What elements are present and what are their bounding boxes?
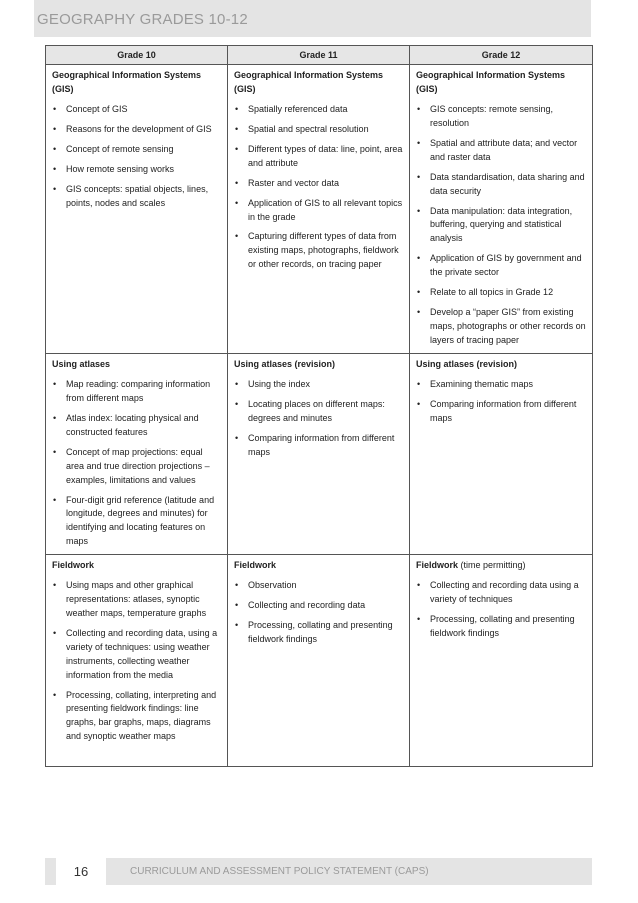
- list-item: • Concept of GIS: [52, 103, 221, 117]
- bullet-list: [52, 378, 221, 549]
- bullet-list: [416, 103, 586, 348]
- list-item: • Different types of data: line, point, area and attribute: [234, 143, 403, 171]
- curriculum-table: [45, 45, 593, 767]
- column-header-grade-10: Grade 10: [46, 46, 228, 65]
- section-title-text: Geographical Information Systems (GIS): [52, 70, 202, 94]
- table-cell: [410, 65, 593, 354]
- table-row: [46, 65, 593, 354]
- list-item: • Develop a “paper GIS” from existing maps, photographs or other records on layers of tracing paper: [416, 306, 586, 348]
- column-header-grade-11: Grade 11: [228, 46, 410, 65]
- section-title: [52, 358, 221, 372]
- bullet-list: [416, 579, 586, 641]
- list-item: • Map reading: comparing information from different maps: [52, 378, 221, 406]
- list-item: • Spatial and attribute data; and vector and raster data: [416, 137, 586, 165]
- table-cell: [46, 555, 228, 767]
- section-title: [234, 358, 403, 372]
- section-title-text: Fieldwork: [234, 560, 277, 570]
- bullet-list: [416, 378, 586, 426]
- table-cell: [410, 555, 593, 767]
- bullet-list: [52, 579, 221, 744]
- section-title: [234, 69, 403, 97]
- section-title: [416, 358, 586, 372]
- list-item: • Application of GIS by government and the private sector: [416, 252, 586, 280]
- list-item: • Reasons for the development of GIS: [52, 123, 221, 137]
- section-title-text: Using atlases (revision): [234, 359, 336, 369]
- page-header-title: GEOGRAPHY GRADES 10-12: [37, 11, 248, 28]
- list-item: • How remote sensing works: [52, 163, 221, 177]
- list-item: • Processing, collating and presenting fieldwork findings: [416, 613, 586, 641]
- section-title: [416, 559, 586, 573]
- section-title-note: (time permitting): [458, 560, 526, 570]
- list-item: • Using the index: [234, 378, 403, 392]
- list-item: • Examining thematic maps: [416, 378, 586, 392]
- table-cell: [228, 354, 410, 555]
- page-number: 16: [56, 858, 106, 885]
- list-item: • Comparing information from different maps: [416, 398, 586, 426]
- column-header-grade-12: Grade 12: [410, 46, 593, 65]
- list-item: • GIS concepts: spatial objects, lines, points, nodes and scales: [52, 183, 221, 211]
- bullet-list: [234, 103, 403, 272]
- bullet-list: [234, 579, 403, 647]
- table-cell: [410, 354, 593, 555]
- section-title-text: Fieldwork: [416, 560, 459, 570]
- list-item: • Raster and vector data: [234, 177, 403, 191]
- list-item: • Application of GIS to all relevant topics in the grade: [234, 197, 403, 225]
- section-title: [52, 559, 221, 573]
- list-item: • Locating places on different maps: degrees and minutes: [234, 398, 403, 426]
- list-item: • Collecting and recording data, using a variety of techniques: using weather instruments, collecting weather information from the media: [52, 627, 221, 683]
- list-item: • Processing, collating and presenting fieldwork findings: [234, 619, 403, 647]
- footer-text: CURRICULUM AND ASSESSMENT POLICY STATEMENT (CAPS): [130, 866, 429, 877]
- list-item: • Observation: [234, 579, 403, 593]
- list-item: • Spatial and spectral resolution: [234, 123, 403, 137]
- list-item: • Atlas index: locating physical and constructed features: [52, 412, 221, 440]
- table-row: [46, 354, 593, 555]
- table-row: [46, 555, 593, 767]
- section-title-text: Geographical Information Systems (GIS): [416, 70, 566, 94]
- list-item: • Four-digit grid reference (latitude and longitude, degrees and minutes) for identifying and locating features on maps: [52, 494, 221, 550]
- list-item: • Data manipulation: data integration, buffering, querying and statistical analysis: [416, 205, 586, 247]
- list-item: • Relate to all topics in Grade 12: [416, 286, 586, 300]
- table-cell: [228, 555, 410, 767]
- list-item: • Collecting and recording data using a variety of techniques: [416, 579, 586, 607]
- table-header-row: [46, 46, 593, 65]
- table-cell: [228, 65, 410, 354]
- section-title-text: Geographical Information Systems (GIS): [234, 70, 384, 94]
- section-title-text: Using atlases: [52, 359, 111, 369]
- list-item: • Data standardisation, data sharing and data security: [416, 171, 586, 199]
- list-item: • Capturing different types of data from existing maps, photographs, fieldwork or other records, on tracing paper: [234, 230, 403, 272]
- list-item: • GIS concepts: remote sensing, resolution: [416, 103, 586, 131]
- table-cell: [46, 65, 228, 354]
- section-title-text: Fieldwork: [52, 560, 95, 570]
- table-cell: [46, 354, 228, 555]
- list-item: • Concept of remote sensing: [52, 143, 221, 157]
- section-title: [234, 559, 403, 573]
- list-item: • Spatially referenced data: [234, 103, 403, 117]
- list-item: • Concept of map projections: equal area and true direction projections – examples, limitations and values: [52, 446, 221, 488]
- bullet-list: [52, 103, 221, 211]
- list-item: • Comparing information from different maps: [234, 432, 403, 460]
- list-item: • Using maps and other graphical representations: atlases, synoptic weather maps, temperature graphs: [52, 579, 221, 621]
- list-item: • Processing, collating, interpreting and presenting fieldwork findings: line graphs, bar graphs, maps, diagrams and synoptic weather maps: [52, 689, 221, 745]
- bullet-list: [234, 378, 403, 460]
- list-item: • Collecting and recording data: [234, 599, 403, 613]
- section-title: [416, 69, 586, 97]
- section-title-text: Using atlases (revision): [416, 359, 518, 369]
- section-title: [52, 69, 221, 97]
